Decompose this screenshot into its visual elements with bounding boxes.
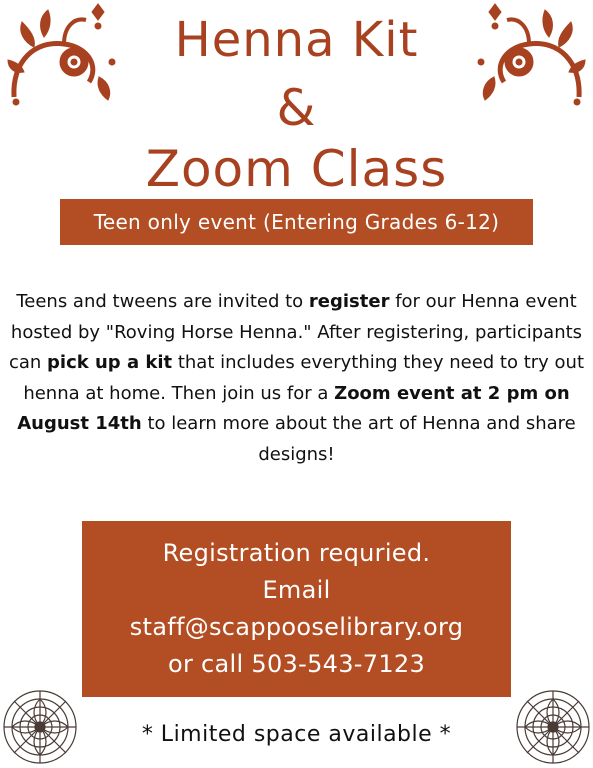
desc-text-1: Teens and tweens are invited to [16,291,309,312]
registration-box [82,521,511,697]
event-description [8,287,585,470]
mandala-icon [0,672,90,768]
page-title-ampersand: & [276,79,317,137]
teen-only-banner [60,199,533,245]
desc-bold-zoom-event: Zoom event at 2 pm on August 14th [17,382,570,434]
page-title-line-3: Zoom Class [145,140,448,198]
desc-text-3: that includes everything they need to try out henna at home. Then join us for a [23,352,585,404]
registration-phone: or call 503-543-7123 [167,650,426,678]
registration-required: Registration requried. [162,539,431,567]
page-title-line-1: Henna Kit [174,12,419,68]
registration-email-label: Email [262,576,331,604]
desc-bold-register: register [308,291,390,312]
mandala-icon [503,672,593,768]
desc-text-2: for our Henna event hosted by "Roving Horse Henna." After registering, participants can [8,291,583,373]
registration-email-address: staff@scappooselibrary.org [129,613,464,641]
limited-space-note: * Limited space available * [141,722,452,747]
banner-text: Teen only event (Entering Grades 6-12) [93,210,500,234]
desc-text-4: to learn more about the art of Henna and share designs! [141,413,576,465]
desc-bold-pickup: pick up a kit [47,352,173,373]
